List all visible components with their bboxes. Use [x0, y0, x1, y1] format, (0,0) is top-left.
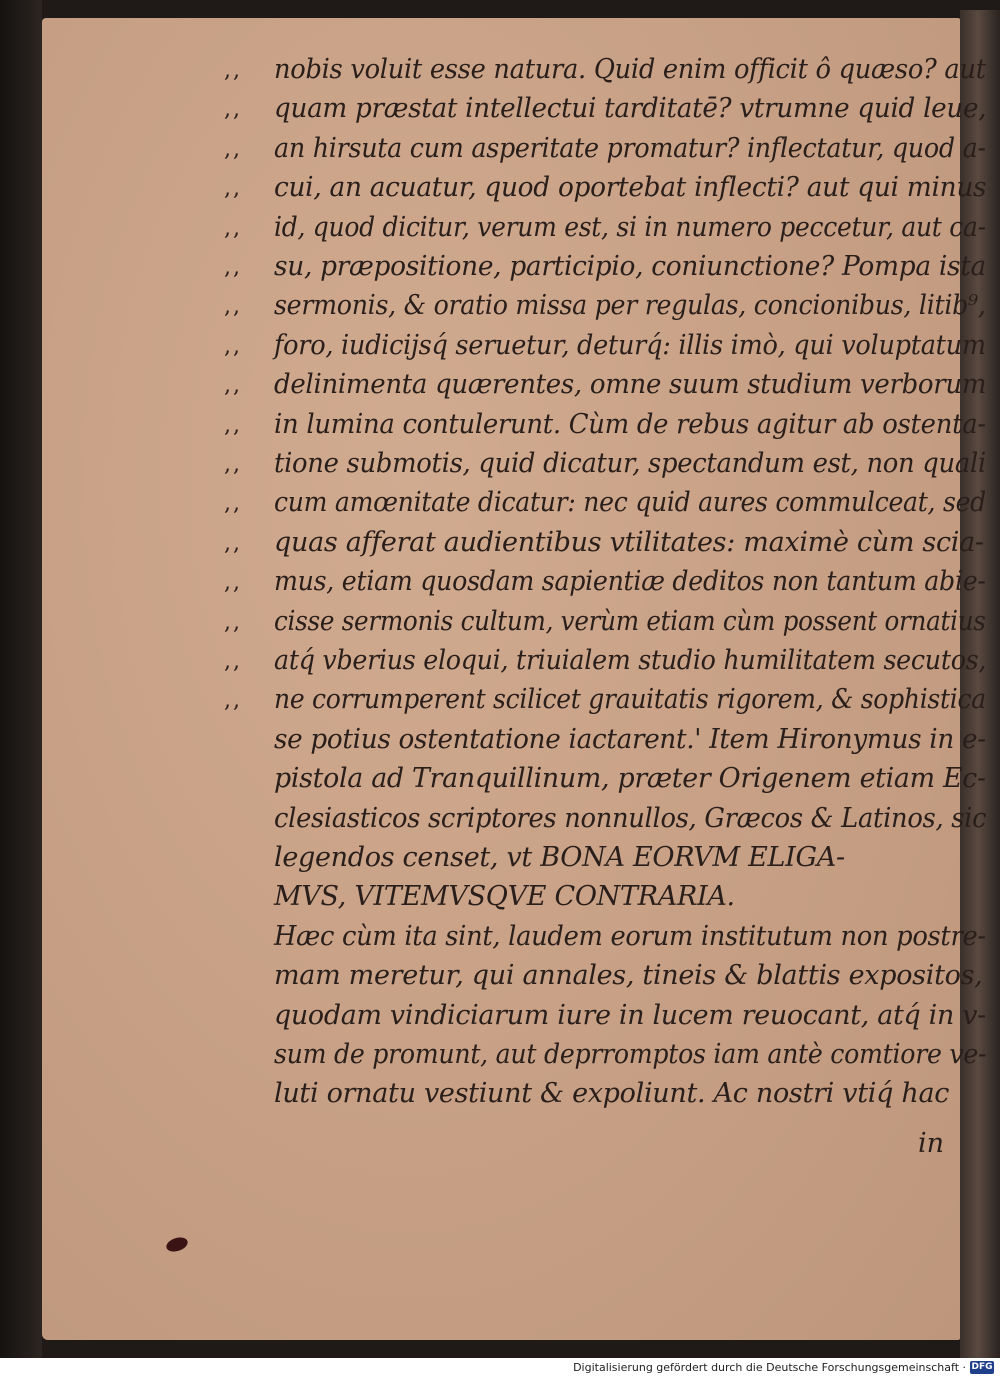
text-line-content: mam meretur, qui annales, tineis & blattis expositos, — [274, 960, 983, 991]
text-line-content: quam præstat intellectui tarditatē? vtrumne quid leue, — [274, 93, 987, 124]
text-line-content: atq́ vberius eloqui, triuialem studio humilitatem secutos, — [274, 645, 987, 676]
text-line-content: legendos censet, vt BONA EORVM ELIGA- — [274, 842, 845, 873]
text-line-content: ne corrumperent scilicet grauitatis rigorem, & sophistica — [274, 684, 986, 715]
text-line-content: nobis voluit esse natura. Quid enim officit ô quæso? aut — [274, 54, 986, 85]
text-line-content: luti ornatu vestiunt & expoliunt. Ac nostri vtiq́ hac — [274, 1078, 950, 1109]
text-line-content: su, præpositione, participio, coniunctione? Pompa ista — [274, 251, 987, 282]
text-line-content: delinimenta quærentes, omne suum studium verborum — [274, 369, 987, 400]
quote-marker: ,, — [224, 413, 242, 438]
quote-marker: ,, — [224, 137, 242, 162]
dfg-logo: DFG — [971, 1362, 993, 1372]
quote-marker: ,, — [224, 570, 242, 595]
quote-marker: ,, — [224, 452, 242, 477]
text-line-content: se potius ostentatione iactarent.' Item Hironymus in e- — [274, 724, 986, 755]
text-line-content: cui, an acuatur, quod oportebat inflecti? aut qui minus — [274, 172, 987, 203]
quote-marker: ,, — [224, 688, 242, 713]
quote-marker: ,, — [224, 491, 242, 516]
quote-marker: ,, — [224, 255, 242, 280]
text-line-content: tione submotis, quid dicatur, spectandum est, non quali — [274, 448, 986, 479]
quote-marker: ,, — [224, 216, 242, 241]
funding-credit: Digitalisierung gefördert durch die Deutsche Forschungsgemeinschaft · — [573, 1361, 966, 1374]
quote-marker: ,, — [224, 373, 242, 398]
text-line-content: cisse sermonis cultum, verùm etiam cùm possent ornatius — [274, 606, 986, 637]
quote-marker: ,, — [224, 176, 242, 201]
quote-marker: ,, — [224, 649, 242, 674]
quote-marker: ,, — [224, 97, 242, 122]
footer-bar — [0, 1358, 1000, 1378]
text-line-content: id, quod dicitur, verum est, si in numero peccetur, aut ca- — [274, 212, 986, 243]
text-line-content: cum amœnitate dicatur: nec quid aures commulceat, sed — [274, 487, 986, 518]
text-line-content: MVS, VITEMVSQVE CONTRARIA. — [274, 881, 735, 912]
spine-shadow — [0, 0, 42, 1358]
text-line-content: mus, etiam quosdam sapientiæ deditos non tantum abie- — [274, 566, 986, 597]
quote-marker: ,, — [224, 58, 242, 83]
quote-marker: ,, — [224, 334, 242, 359]
text-line-content: quodam vindiciarum iure in lucem reuocant, atq́ in v- — [274, 1000, 986, 1031]
catchword: in — [918, 1128, 945, 1159]
text-line-content: Hæc cùm ita sint, laudem eorum institutum non postre- — [274, 921, 986, 952]
text-line-content: pistola ad Tranquillinum, præter Origenem etiam Ec- — [274, 763, 986, 794]
text-line-content: clesiasticos scriptores nonnullos, Græcos & Latinos, sic — [274, 803, 987, 834]
quote-marker: ,, — [224, 610, 242, 635]
text-line-content: an hirsuta cum asperitate promatur? inflectatur, quod a- — [274, 133, 986, 164]
text-line-content: sermonis, & oratio missa per regulas, concionibus, litib⁹, — [274, 290, 986, 321]
text-line-content: sum de promunt, aut deprromptos iam antè comtiore ve- — [274, 1039, 987, 1070]
quote-marker: ,, — [224, 531, 242, 556]
quote-marker: ,, — [224, 294, 242, 319]
text-line-content: foro, iudicijsq́ seruetur, deturq́: illis imò, qui voluptatum — [274, 330, 986, 361]
text-line-content: quas afferat audientibus vtilitates: maximè cùm scia- — [274, 527, 984, 558]
text-line-content: in lumina contulerunt. Cùm de rebus agitur ab ostenta- — [274, 409, 986, 440]
